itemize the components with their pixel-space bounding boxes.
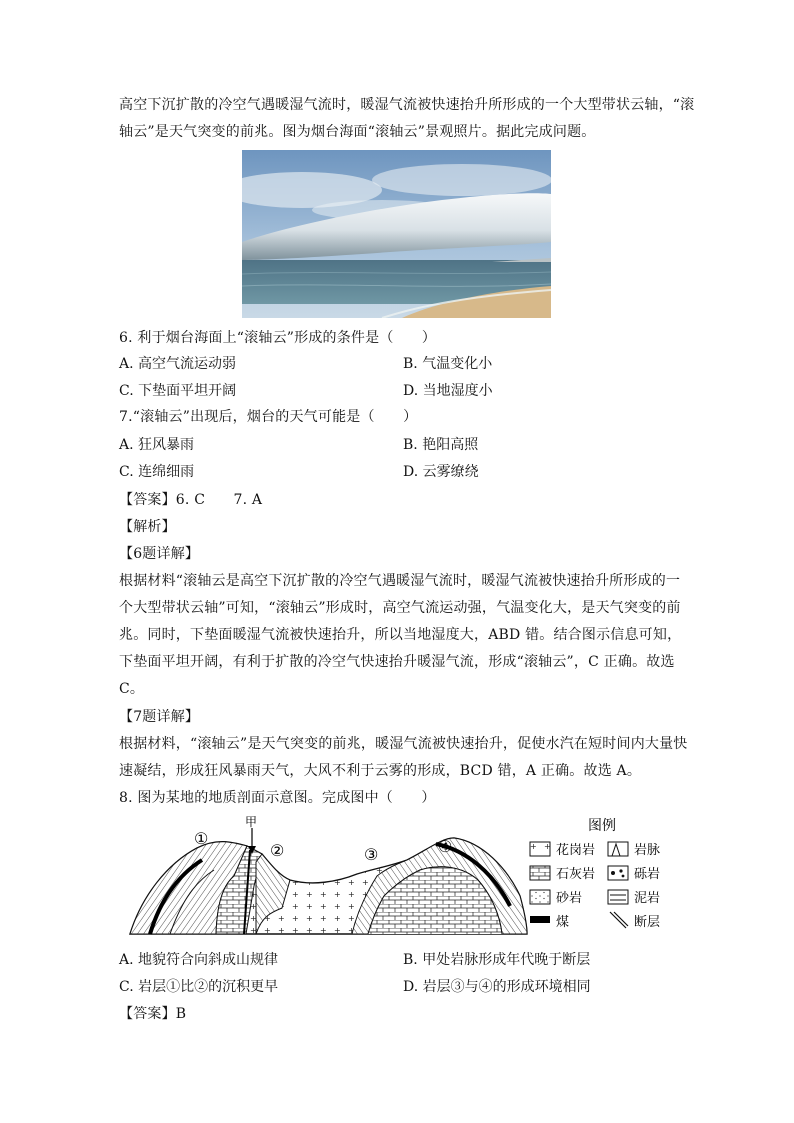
q6-option-b[interactable]: B. 气温变化小 xyxy=(403,356,493,372)
q6-detail-label: 【6题详解】 xyxy=(119,546,200,562)
q7-option-c[interactable]: C. 连绵细雨 xyxy=(119,464,195,480)
legend-mudstone: 泥岩 xyxy=(634,891,661,906)
answer-8: 【答案】B xyxy=(119,1006,187,1022)
analysis-label: 【解析】 xyxy=(119,519,176,535)
q7-detail-line-2: 速凝结，形成狂风暴雨天气，大风不利于云雾的形成，BCD 错，A 正确。故选 A。 xyxy=(119,763,642,779)
legend-limestone: 石灰岩 xyxy=(556,867,596,882)
question-6-stem: 6. 利于烟台海面上“滚轴云”形成的条件是（ ） xyxy=(119,330,437,346)
legend-title: 图例 xyxy=(588,818,616,834)
answer-6-7: 【答案】6. C 7. A xyxy=(119,492,263,508)
layer-label-2: ② xyxy=(270,841,285,860)
legend-swatch-granite xyxy=(530,842,550,856)
roll-cloud-photo xyxy=(242,150,551,318)
legend-swatch-mudstone xyxy=(608,890,628,904)
q6-detail-line-4: 下垫面平坦开阔，有利于扩散的冷空气快速抬升暖湿气流，形成“滚轴云”，C 正确。故选 xyxy=(119,654,675,670)
q6-detail-line-3: 兆。同时，下垫面暖湿气流被快速抬升，所以当地湿度大，ABD 错。结合图示信息可知， xyxy=(119,627,682,643)
q7-option-a[interactable]: A. 狂风暴雨 xyxy=(119,437,195,453)
q8-option-d[interactable]: D. 岩层③与④的形成环境相同 xyxy=(403,979,591,995)
layer-label-1: ① xyxy=(194,829,209,848)
q6-option-d[interactable]: D. 当地湿度小 xyxy=(403,383,493,399)
q8-option-a[interactable]: A. 地貌符合向斜成山规律 xyxy=(119,952,279,968)
legend-dike: 岩脉 xyxy=(634,843,661,858)
q6-detail-line-1: 根据材料“滚轴云是高空下沉扩散的冷空气遇暖湿气流时，暖湿气流被快速抬升所形成的一 xyxy=(119,573,681,589)
q6-detail-line-2: 个大型带状云轴”可知，“滚轴云”形成时，高空气流运动强，气温变化大，是天气突变的前 xyxy=(119,600,681,616)
layer-label-3: ③ xyxy=(364,845,379,864)
legend-coal: 煤 xyxy=(556,915,570,930)
q8-option-c[interactable]: C. 岩层①比②的沉积更早 xyxy=(119,979,279,995)
q6-detail-line-5: C。 xyxy=(119,681,145,697)
legend-swatch-limestone xyxy=(530,866,550,880)
legend-sandstone: 砂岩 xyxy=(556,891,583,906)
layer-label-4: ④ xyxy=(438,837,453,856)
intro-line-2: 轴云”是天气突变的前兆。图为烟台海面“滚轴云”景观照片。据此完成问题。 xyxy=(119,124,596,140)
q6-option-a[interactable]: A. 高空气流运动弱 xyxy=(119,356,237,372)
geologic-cross-section-diagram xyxy=(122,816,678,938)
question-8-stem: 8. 图为某地的地质剖面示意图。完成图中（ ） xyxy=(119,790,436,806)
q7-detail-line-1: 根据材料，“滚轴云”是天气突变的前兆，暖湿气流被快速抬升，促使水汽在短时间内大量快 xyxy=(119,736,688,752)
q7-option-d[interactable]: D. 云雾缭绕 xyxy=(403,464,479,480)
legend-conglomerate: 砾岩 xyxy=(634,867,661,882)
legend-granite: 花岗岩 xyxy=(556,843,596,858)
question-7-stem: 7.“滚轴云”出现后，烟台的天气可能是（ ） xyxy=(119,409,418,425)
q6-option-c[interactable]: C. 下垫面平坦开阔 xyxy=(119,383,237,399)
q7-detail-label: 【7题详解】 xyxy=(119,709,200,725)
legend-swatch-fault xyxy=(610,912,628,928)
legend-swatch-coal xyxy=(530,916,550,923)
q8-option-b[interactable]: B. 甲处岩脉形成年代晚于断层 xyxy=(403,952,591,968)
intro-line-1: 高空下沉扩散的冷空气遇暖湿气流时，暖湿气流被快速抬升所形成的一个大型带状云轴，“滚 xyxy=(119,97,695,113)
legend-swatch-sandstone xyxy=(530,890,550,904)
jia-label: 甲 xyxy=(245,816,258,829)
legend-fault: 断层 xyxy=(634,915,661,930)
q7-option-b[interactable]: B. 艳阳高照 xyxy=(403,437,479,453)
